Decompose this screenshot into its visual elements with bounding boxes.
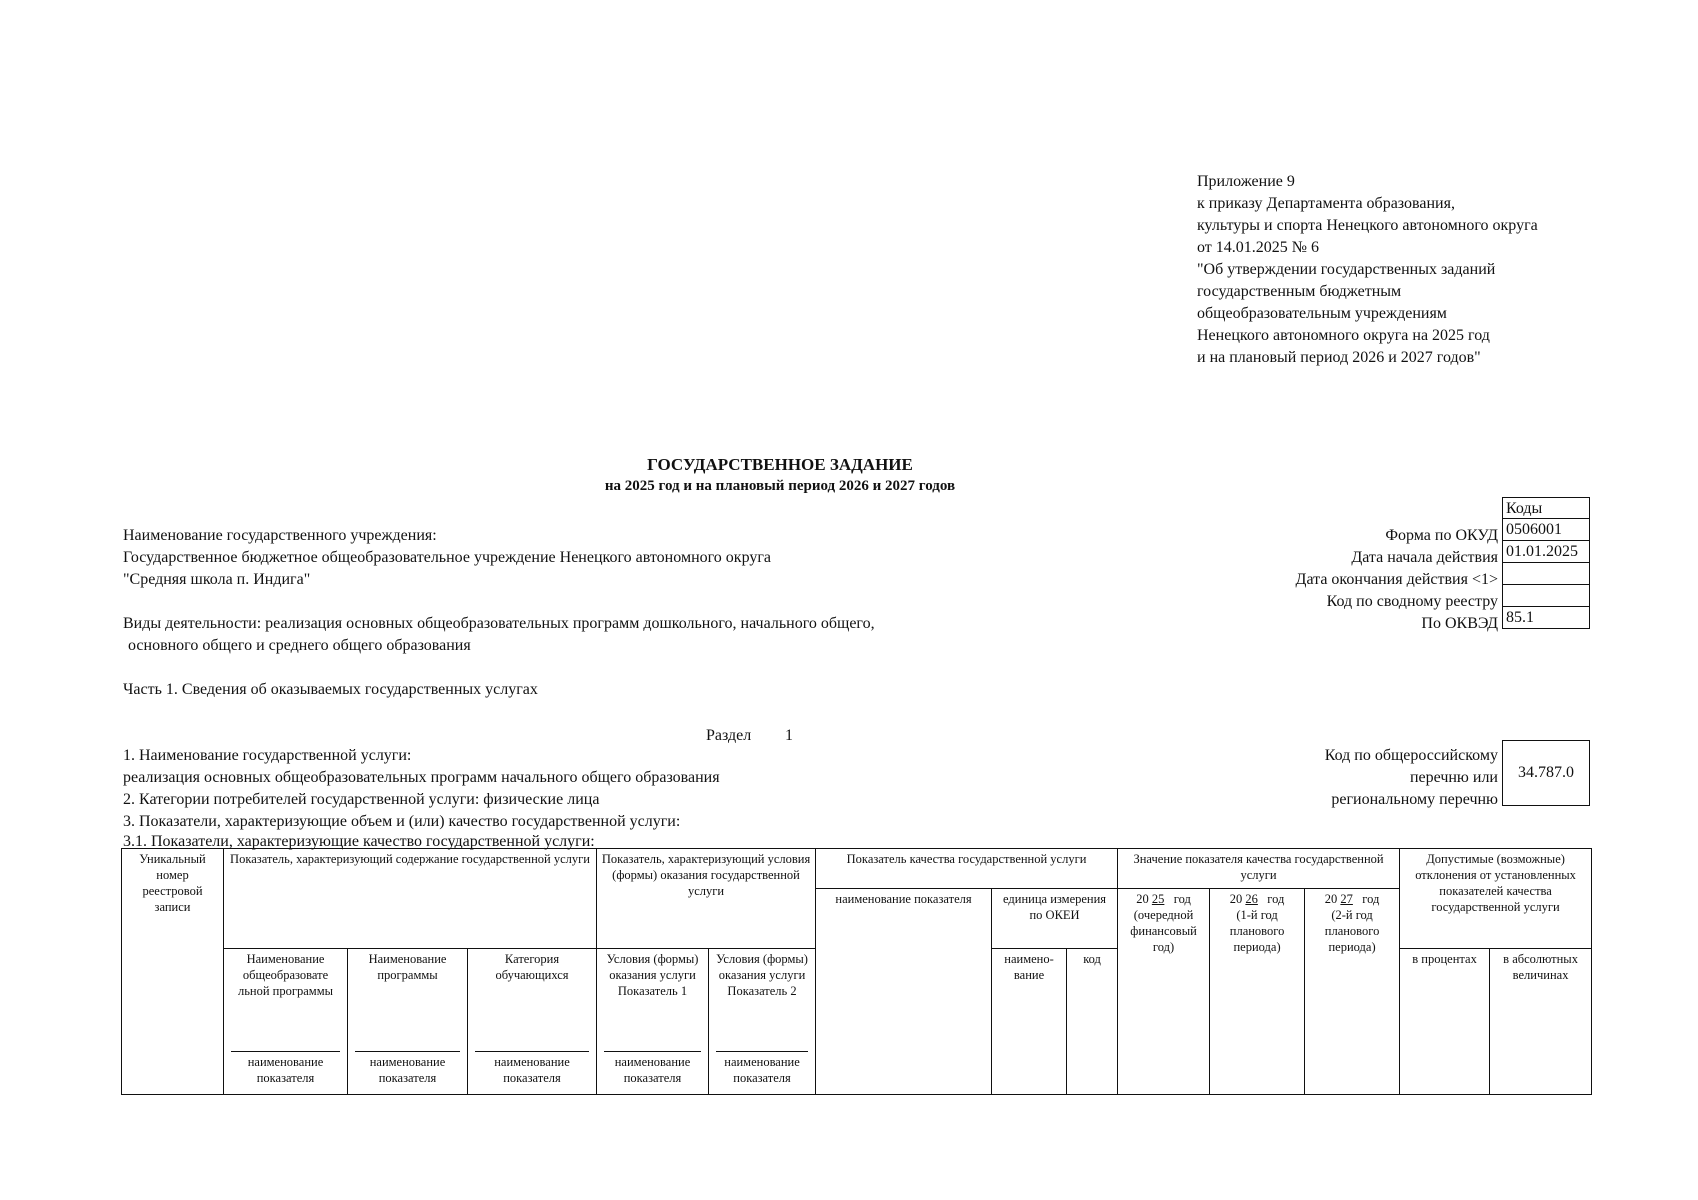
okved-label: По ОКВЭД bbox=[1421, 615, 1498, 632]
okved-value: 85.1 bbox=[1502, 607, 1590, 629]
content-col1 bbox=[224, 949, 348, 1095]
service-item2: 2. Категории потребителей государственной услуги: физические лица bbox=[123, 791, 600, 808]
content-col2-name: Наименование программы bbox=[355, 951, 460, 1052]
quality-value-header: Значение показателя качества государственной услуги bbox=[1118, 849, 1400, 889]
section-label: Раздел bbox=[706, 727, 752, 744]
registry-code-label1: Код по общероссийскому bbox=[1324, 747, 1498, 764]
start-date-label: Дата начала действия bbox=[1351, 549, 1498, 566]
year1-note: (очередной финансовый год) bbox=[1130, 908, 1197, 954]
institution-label: Наименование государственного учреждения: bbox=[123, 527, 437, 544]
appendix-line: "Об утверждении государственных заданий bbox=[1197, 261, 1496, 278]
end-date-label: Дата окончания действия <1> bbox=[1295, 571, 1498, 588]
conditions-col2-indicator: наименование показателя bbox=[724, 1055, 800, 1085]
deviation-percent-header: в процентах bbox=[1400, 949, 1490, 1095]
appendix-line: от 14.01.2025 № 6 bbox=[1197, 239, 1320, 256]
year2-header: 20 26 год (1-й год планового периода) bbox=[1210, 889, 1305, 1095]
deviation-absolute-header: в абсолютных величинах bbox=[1490, 949, 1592, 1095]
codes-header: Коды bbox=[1502, 497, 1590, 519]
unit-code-header: код bbox=[1067, 949, 1118, 1095]
registry-code-label3: региональному перечню bbox=[1331, 791, 1498, 808]
content-col3-name: Категория обучающихся bbox=[475, 951, 589, 1052]
activities-line1: Виды деятельности: реализация основных общеобразовательных программ дошкольного, начального общего, bbox=[123, 615, 875, 632]
document-title: ГОСУДАРСТВЕННОЕ ЗАДАНИЕ bbox=[647, 455, 913, 474]
content-col2-indicator: наименование показателя bbox=[369, 1055, 446, 1085]
quality-indicators-table bbox=[121, 848, 1592, 1095]
conditions-col1-name: Условия (формы) оказания услуги Показатель 1 bbox=[604, 951, 701, 1052]
unit-okei-header: единица измерения по ОКЕИ bbox=[992, 889, 1118, 949]
appendix-line: государственным бюджетным bbox=[1197, 283, 1402, 300]
end-date-value bbox=[1502, 563, 1590, 585]
content-col2 bbox=[348, 949, 468, 1095]
appendix-line: Приложение 9 bbox=[1197, 173, 1295, 190]
start-date-value: 01.01.2025 bbox=[1502, 541, 1590, 563]
service-item1: 1. Наименование государственной услуги: bbox=[123, 747, 412, 764]
unique-number-header: Уникальный номер реестровой записи bbox=[122, 849, 224, 1095]
appendix-line: общеобразовательным учреждениям bbox=[1197, 305, 1447, 322]
part-heading: Часть 1. Сведения об оказываемых государственных услугах bbox=[123, 681, 538, 698]
conditions-col2-name: Условия (формы) оказания услуги Показатель 2 bbox=[716, 951, 808, 1052]
conditions-col1 bbox=[597, 949, 709, 1095]
okud-label: Форма по ОКУД bbox=[1385, 527, 1498, 544]
conditions-indicator-header: Показатель, характеризующий условия (формы) оказания государственной услуги bbox=[597, 849, 816, 949]
appendix-line: культуры и спорта Ненецкого автономного округа bbox=[1197, 217, 1538, 234]
appendix-line: и на плановый период 2026 и 2027 годов" bbox=[1197, 349, 1481, 366]
institution-name-short: "Средняя школа п. Индига" bbox=[123, 571, 311, 588]
activities-line2: основного общего и среднего общего образования bbox=[128, 637, 471, 654]
codes-box bbox=[1502, 497, 1590, 629]
registry-code-label2: перечню или bbox=[1409, 769, 1498, 786]
content-col1-indicator: наименование показателя bbox=[247, 1055, 324, 1085]
content-col1-name: Наименование общеобразовате льной программы bbox=[231, 951, 340, 1052]
deviation-header: Допустимые (возможные) отклонения от установленных показателей качества государственной услуги bbox=[1400, 849, 1592, 949]
service-name: реализация основных общеобразовательных программ начального общего образования bbox=[123, 769, 720, 786]
year3-note: (2-й год планового периода) bbox=[1324, 908, 1380, 954]
year2-note: (1-й год планового периода) bbox=[1229, 908, 1285, 954]
content-col3-indicator: наименование показателя bbox=[494, 1055, 570, 1085]
year3-header: 20 27 год (2-й год планового периода) bbox=[1305, 889, 1400, 1095]
indicator-name-header: наименование показателя bbox=[816, 889, 992, 1095]
content-indicator-header: Показатель, характеризующий содержание государственной услуги bbox=[224, 849, 597, 949]
appendix-block bbox=[1197, 171, 1617, 369]
okud-value: 0506001 bbox=[1502, 519, 1590, 541]
section-number: 1 bbox=[785, 727, 793, 744]
appendix-line: к приказу Департамента образования, bbox=[1197, 195, 1455, 212]
registry-label: Код по сводному реестру bbox=[1326, 593, 1498, 610]
content-col3 bbox=[468, 949, 597, 1095]
unit-name-header: наимено-вание bbox=[992, 949, 1067, 1095]
year1-header: 20 25 год (очередной финансовый год) bbox=[1118, 889, 1210, 1095]
quality-indicator-header: Показатель качества государственной услуги bbox=[816, 849, 1118, 889]
document-subtitle: на 2025 год и на плановый период 2026 и 2027 годов bbox=[604, 478, 956, 494]
appendix-line: Ненецкого автономного округа на 2025 год bbox=[1197, 327, 1490, 344]
service-item31: 3.1. Показатели, характеризующие качество государственной услуги: bbox=[123, 833, 595, 850]
institution-name: Государственное бюджетное общеобразовательное учреждение Ненецкого автономного округа bbox=[123, 549, 772, 566]
registry-value bbox=[1502, 585, 1590, 607]
service-code: 34.787.0 bbox=[1518, 764, 1574, 781]
service-code-box bbox=[1502, 740, 1590, 806]
service-item3: 3. Показатели, характеризующие объем и (или) качество государственной услуги: bbox=[123, 813, 681, 830]
conditions-col1-indicator: наименование показателя bbox=[614, 1055, 691, 1085]
conditions-col2 bbox=[709, 949, 816, 1095]
